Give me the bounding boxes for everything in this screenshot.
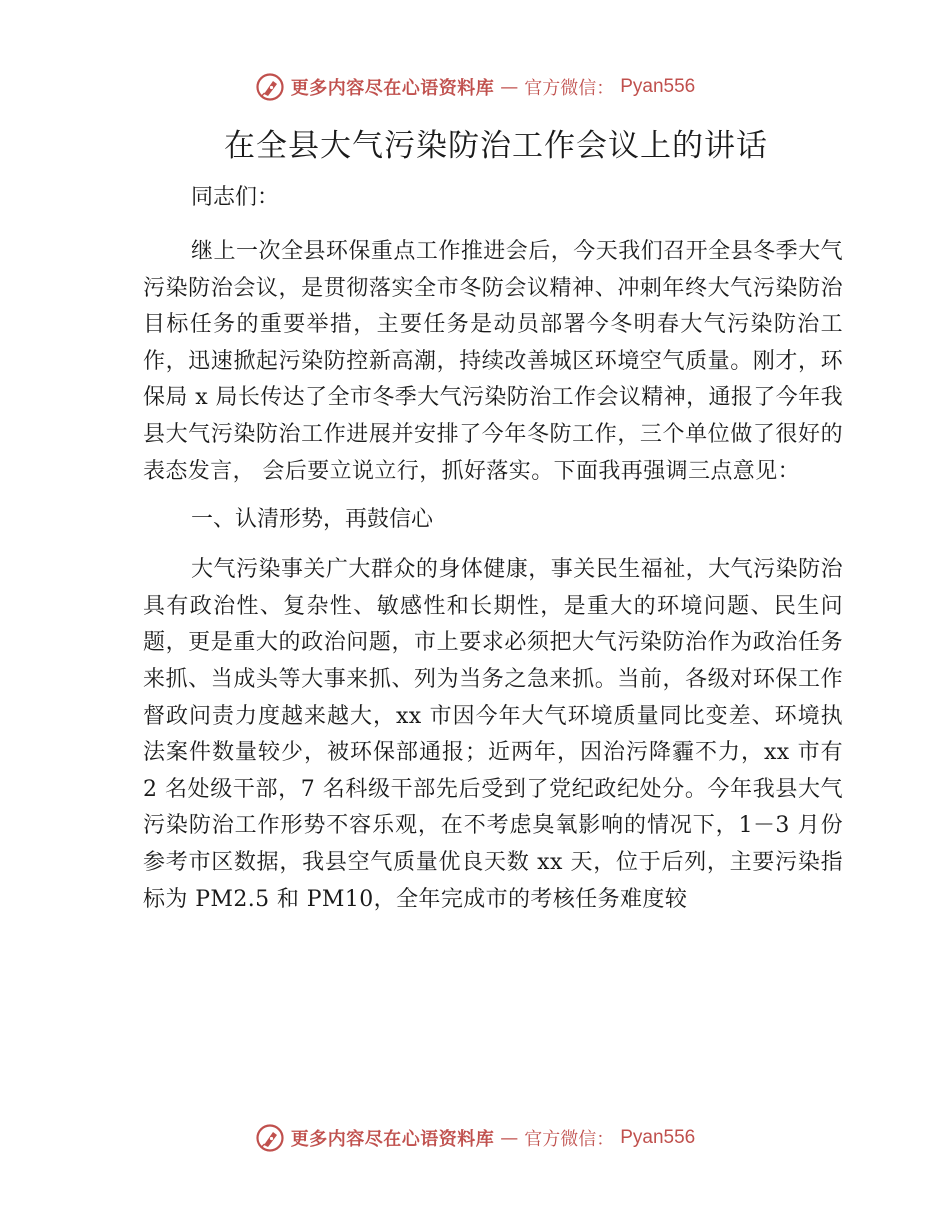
watermark-official-label: 官方微信： — [524, 1129, 615, 1150]
watermark-account-id: Pyan556 — [620, 76, 696, 97]
watermark-official-label: 官方微信： — [524, 78, 615, 99]
watermark-separator: — — [500, 76, 519, 98]
watermark-separator: — — [500, 1127, 519, 1149]
document-title: 在全县大气污染防治工作会议上的讲话 — [224, 128, 768, 164]
paragraph-intro: 继上一次全县环保重点工作推进会后，今天我们召开全县冬季大气污染防治会议，是贯彻落实全市冬防会议精神、冲刺年终大气污染防治目标任务的重要举措，主要任务是动员部署今冬明春大气污染防治工作，迅速掀起污染防控新高潮，持续改善城区环境空气质量。刚才，环保局 x 局长传达了全市冬季大气污染防治工作会议精神，通报了今年我县大气污染防治工作进展并安排了今年冬防工作，三个单位做了很好的表态发言， 会后要立说立行，抓好落实。下面我再强调三点意见： — [143, 239, 843, 484]
watermark-account-id: Pyan556 — [620, 1127, 696, 1148]
section-heading: 一、认清形势，再鼓信心 — [191, 507, 434, 533]
greeting: 同志们： — [191, 185, 280, 210]
watermark-brand-text: 更多内容尽在心语资料库 — [290, 78, 495, 99]
paragraph-situation: 大气污染事关广大群众的身体健康，事关民生福祉，大气污染防治具有政治性、复杂性、敏感性和长期性，是重大的环境问题、民生问题，更是重大的政治问题，市上要求必须把大气污染防治作为政治任务来抓、当成头等大事来抓、列为当务之急来抓。当前，各级对环保工作督政问责力度越来越大，xx 市因今年大气环境质量同比变差、环境执法案件数量较少，被环保部通报；近两年，因治污降霾不力，xx 市有 2 名处级干部，7 名科级干部先后受到了党纪政纪处分。今年我县大气污染防治工作形势不容乐观，在不考虑臭氧影响的情况下，1－3 月份参考市区数据，我县空气质量优良天数 xx 天，位于后列，主要污染指标为 PM2.5 和 PM10，全年完成市的考核任务难度较 — [143, 557, 843, 912]
document-body — [143, 124, 843, 930]
pen-nib-circle-icon — [255, 72, 285, 102]
watermark-header — [0, 72, 950, 102]
watermark-brand-text: 更多内容尽在心语资料库 — [290, 1129, 495, 1150]
watermark-footer — [0, 1123, 950, 1153]
pen-nib-circle-icon — [255, 1123, 285, 1153]
